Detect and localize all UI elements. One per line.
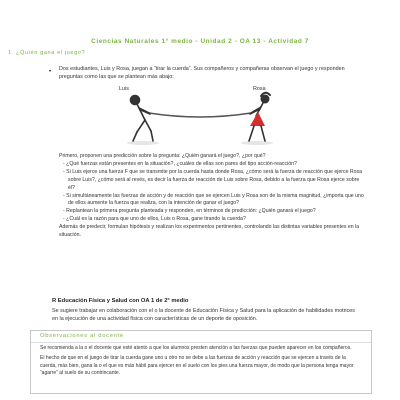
label-rosa: Rosa (253, 86, 266, 92)
teacher-notes-header (31, 331, 371, 343)
teacher-notes-title: Observaciones al docente (40, 333, 124, 339)
question-intro: Primero, proponen una predicción sobre la pregunta: ¿Quién ganará el juego?, ¿por qué? (59, 153, 266, 159)
bullet-marker: • (49, 69, 52, 75)
section-heading: 1. ¿Quién gana el juego? (8, 50, 86, 56)
page-header-title: Ciencias Naturales 1° medio - Unidad 2 - OA 13 - Actividad 7 (91, 38, 309, 45)
stick-figure-luis-icon (131, 96, 154, 142)
shadow-right (241, 141, 273, 145)
teacher-note-paragraph: El hecho de que en el juego de tirar la cuerda gane uno u otro no se debe a las fuerzas de acción y reacción que se ejercen a través de la cuerda, más bien, gana la o el que es más hábil para ejercer en el suelo con los pies una fuerza mayor, de modo que la persona tenga mayor “agarre” al suelo de su contrincante. (40, 355, 354, 377)
intro-paragraph: Dos estudiantes, Luis y Rosa, juegan a “tirar la cuerda”. Sus compañeros y compañeras observan el juego y responden preguntas como las que se plantean más abajo: (59, 66, 345, 80)
question-item: - Replantean la primera pregunta planteada y responden, en términos de predicción: ¿Quién ganará el juego? (63, 208, 316, 215)
integration-paragraph: Se sugiere trabajar en colaboración con el o la docente de Educación Física y Salud para la aplicación de habilidades motrices en la ejecución de una actividad física con características de un deporte de oposición. (52, 308, 355, 322)
question-item: - ¿Cuál es la razón para que uno de ellos, Luis o Rosa, gane tirando la cuerda? (63, 216, 246, 223)
tug-of-war-illustration (115, 86, 290, 148)
question-item: - ¿Qué fuerzas están presentes en la situación?, ¿cuáles de ellas son pares del tipo acción-reacción? (63, 160, 297, 167)
tug-of-war-drawing (115, 86, 290, 148)
question-item: - Si simultáneamente las fuerzas de acción y de reacción que se ejercen Luis y Rosa son de la misma magnitud, ¿importa que uno de ellos aumente la fuerza que realiza, con la intención de ganar el juego? (63, 192, 364, 207)
teacher-notes-box (30, 330, 372, 394)
stick-figure-rosa-icon (249, 93, 270, 141)
label-luis: Luis (119, 86, 129, 92)
question-closing: Además de predecir, formulan hipótesis y realizan los experimentos pertinentes, controlando las distintas variables presentes en la situación. (59, 224, 360, 239)
question-item: - Si Luis ejerce una fuerza F que se transmite por la cuerda hasta donde Rosa, ¿cómo será la fuerza de reacción que ejerce Rosa sobre Luis?, ¿cómo será al revés, es decir la fuerza de reacción de Luis sobre Rosa, debido a la fuerza que Rosa ejerce sobre él? (63, 168, 363, 191)
question-list (59, 153, 365, 240)
rope-icon (149, 113, 251, 117)
integration-heading: R Educación Física y Salud con OA 1 de 2° medio (52, 298, 189, 304)
teacher-notes-body (40, 345, 362, 381)
shadow-left (127, 141, 159, 145)
teacher-note-paragraph: Se recomienda a la o el docente que esté atento a que los alumnos presten atención a las fuerzas que pueden aparecer en los compañeros. (40, 345, 352, 351)
